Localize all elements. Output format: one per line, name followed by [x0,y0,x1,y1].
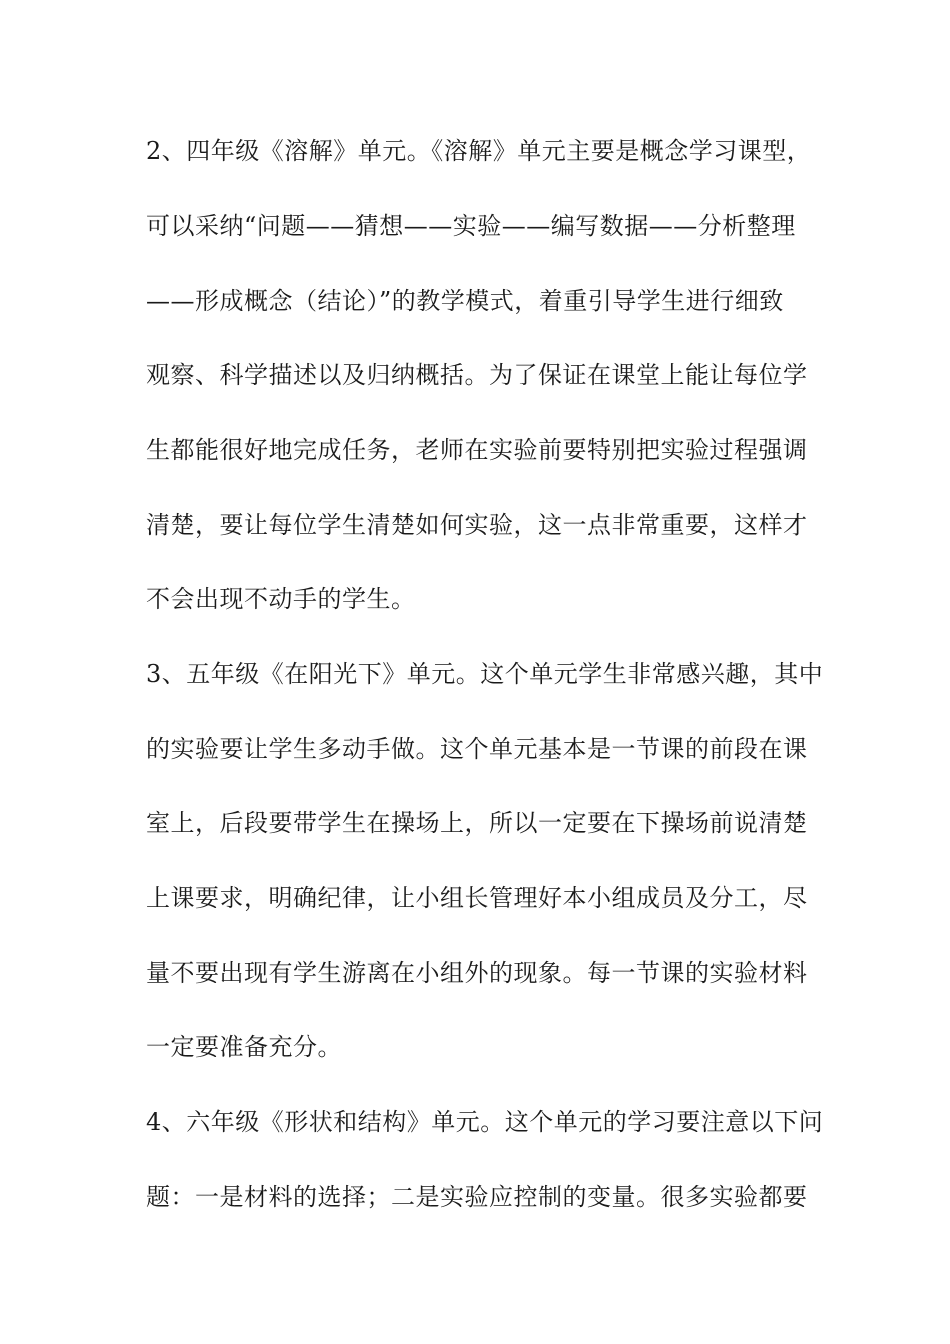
text-line: 清楚，要让每位学生清楚如何实验，这一点非常重要，这样才 [146,511,808,539]
text-line: 4、六年级《形状和结构》单元。这个单元的学习要注意以下问 [146,1108,824,1136]
text-line: 生都能很好地完成任务，老师在实验前要特别把实验过程强调 [146,436,808,464]
text-line: 可以采纳“问题——猜想——实验——编写数据——分析整理 [146,212,796,240]
text-line: 2、四年级《溶解》单元。《溶解》单元主要是概念学习课型， [146,137,812,165]
text-line: 的实验要让学生多动手做。这个单元基本是一节课的前段在课 [146,735,808,763]
text-line: 一定要准备充分。 [146,1033,342,1061]
text-line: ——形成概念（结论）”的教学模式，着重引导学生进行细致 [146,287,784,315]
text-line: 上课要求，明确纪律，让小组长管理好本小组成员及分工，尽 [146,884,808,912]
text-line: 量不要出现有学生游离在小组外的现象。每一节课的实验材料 [146,959,808,987]
text-line: 不会出现不动手的学生。 [146,585,416,613]
text-line: 题：一是材料的选择；二是实验应控制的变量。很多实验都要 [146,1183,808,1211]
text-line: 3、五年级《在阳光下》单元。这个单元学生非常感兴趣，其中 [146,660,824,688]
text-line: 室上，后段要带学生在操场上，所以一定要在下操场前说清楚 [146,809,808,837]
text-line: 观察、科学描述以及归纳概括。为了保证在课堂上能让每位学 [146,361,808,389]
